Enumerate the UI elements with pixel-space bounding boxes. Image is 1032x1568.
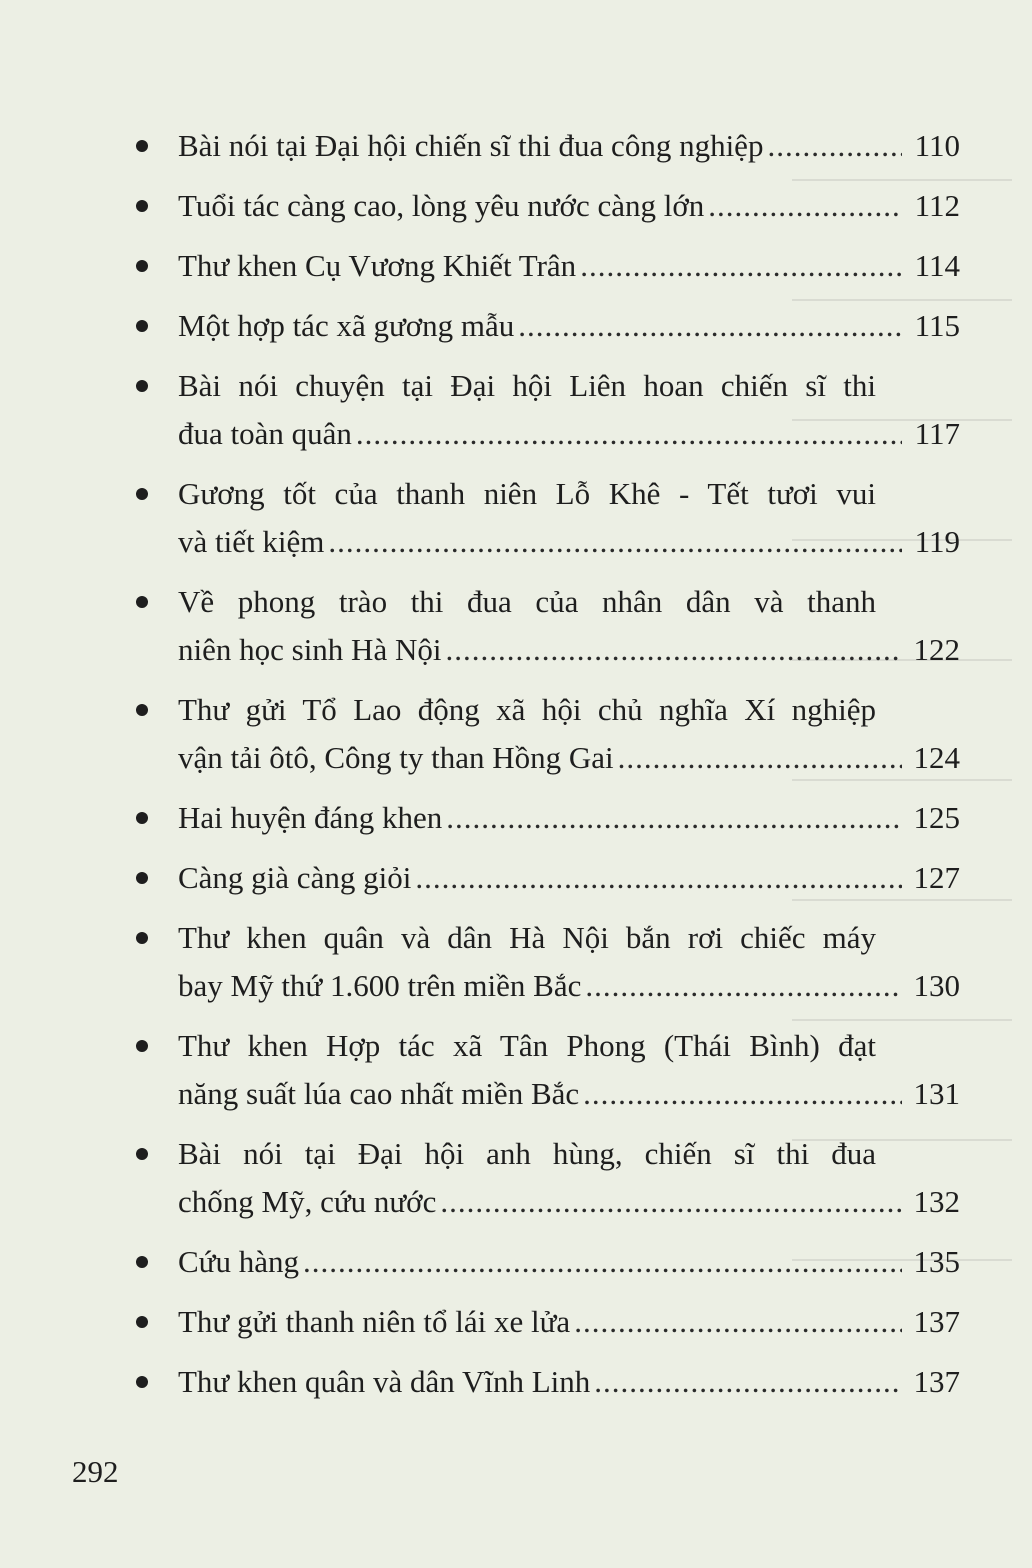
dot-leader [580,242,902,290]
toc-entry-line [178,1298,960,1346]
toc-entry [120,794,960,842]
toc-entry-page: 137 [913,1304,960,1339]
bullet-icon [136,140,148,152]
toc-entry-title: Hai huyện đáng khen [178,800,443,835]
toc-entry-title-line1: Bài nói chuyện tại Đại hội Liên hoan chiến sĩ thi [178,368,876,403]
bullet-icon [136,488,148,500]
toc-entry-title: Một hợp tác xã gương mẫu [178,308,515,343]
toc-entry [120,470,960,566]
dot-leader [415,854,902,902]
toc-entry-title: niên học sinh Hà Nội [178,632,442,667]
toc-entry-title: vận tải ôtô, Công ty than Hồng Gai [178,740,614,775]
toc-entry-title: Cứu hàng [178,1244,299,1279]
toc-entry-page: 122 [913,632,960,667]
toc-entry [120,122,960,170]
toc-entry [120,362,960,458]
table-of-contents [120,122,960,1418]
toc-entry-page: 131 [913,1076,960,1111]
toc-entry [120,578,960,674]
toc-entry-page: 115 [914,308,960,343]
toc-entry-page: 119 [914,524,960,559]
toc-entry-title-line1: Bài nói tại Đại hội anh hùng, chiến sĩ thi đua [178,1136,876,1171]
dot-leader [356,410,902,458]
toc-entry-title: chống Mỹ, cứu nước [178,1184,437,1219]
toc-entry-line [178,122,960,170]
toc-entry-line [178,854,960,902]
toc-entry-line [178,1358,960,1406]
dot-leader [708,182,902,230]
toc-entry-line [178,626,960,674]
toc-entry [120,302,960,350]
toc-entry [120,242,960,290]
bullet-icon [136,812,148,824]
dot-leader [583,1070,902,1118]
dot-leader [518,302,902,350]
toc-entry-page: 114 [914,248,960,283]
toc-entry [120,1022,960,1118]
dot-leader [618,734,902,782]
toc-entry-page: 110 [914,128,960,163]
bullet-icon [136,380,148,392]
bullet-icon [136,596,148,608]
toc-entry-page: 135 [913,1244,960,1279]
dot-leader [303,1238,902,1286]
toc-entry-title: bay Mỹ thứ 1.600 trên miền Bắc [178,968,582,1003]
toc-entry-page: 117 [914,416,960,451]
dot-leader [585,962,902,1010]
toc-entry-title-line1: Gương tốt của thanh niên Lỗ Khê - Tết tươi vui [178,476,876,511]
dot-leader [767,122,902,170]
bullet-icon [136,1256,148,1268]
toc-entry-title: Thư gửi thanh niên tổ lái xe lửa [178,1304,571,1339]
toc-entry-line [178,182,960,230]
toc-entry-title: Bài nói tại Đại hội chiến sĩ thi đua công nghiệp [178,128,764,163]
bullet-icon [136,1376,148,1388]
toc-entry-line [178,1070,960,1118]
dot-leader [445,626,902,674]
dot-leader [574,1298,902,1346]
toc-entry-line [178,794,960,842]
toc-entry-title-line1: Thư khen Hợp tác xã Tân Phong (Thái Bình) đạt [178,1028,876,1063]
toc-entry [120,182,960,230]
dot-leader [440,1178,902,1226]
toc-entry-title: Thư khen quân và dân Vĩnh Linh [178,1364,591,1399]
toc-entry [120,1130,960,1226]
toc-entry [120,854,960,902]
toc-entry-page: 125 [913,800,960,835]
bullet-icon [136,872,148,884]
dot-leader [446,794,902,842]
toc-entry-title-line1: Thư gửi Tổ Lao động xã hội chủ nghĩa Xí nghiệp [178,692,876,727]
toc-entry-line [178,1178,960,1226]
toc-entry-line [178,410,960,458]
bullet-icon [136,1040,148,1052]
bullet-icon [136,704,148,716]
toc-entry [120,1298,960,1346]
toc-entry-title: Càng già càng giỏi [178,860,412,895]
toc-entry-title-line1: Về phong trào thi đua của nhân dân và thanh [178,584,876,619]
bullet-icon [136,260,148,272]
bullet-icon [136,320,148,332]
toc-entry-page: 127 [913,860,960,895]
toc-entry [120,686,960,782]
bullet-icon [136,1316,148,1328]
toc-entry-page: 137 [913,1364,960,1399]
toc-entry-line [178,734,960,782]
toc-entry-line [178,242,960,290]
toc-entry [120,1358,960,1406]
toc-entry [120,914,960,1010]
toc-entry-page: 112 [914,188,960,223]
toc-entry-page: 124 [913,740,960,775]
bullet-icon [136,200,148,212]
toc-entry-title-line1: Thư khen quân và dân Hà Nội bắn rơi chiếc máy [178,920,876,955]
bullet-icon [136,1148,148,1160]
dot-leader [594,1358,902,1406]
toc-entry-title: Tuổi tác càng cao, lòng yêu nước càng lớn [178,188,705,223]
toc-entry-title: đua toàn quân [178,416,352,451]
bullet-icon [136,932,148,944]
toc-entry-title: năng suất lúa cao nhất miền Bắc [178,1076,580,1111]
toc-entry-page: 130 [913,968,960,1003]
toc-entry [120,1238,960,1286]
toc-entry-line [178,962,960,1010]
toc-entry-line [178,302,960,350]
toc-entry-line [178,1238,960,1286]
toc-entry-line [178,518,960,566]
page-number: 292 [72,1454,119,1489]
toc-entry-page: 132 [913,1184,960,1219]
dot-leader [328,518,902,566]
toc-entry-title: và tiết kiệm [178,524,325,559]
toc-entry-title: Thư khen Cụ Vương Khiết Trân [178,248,577,283]
